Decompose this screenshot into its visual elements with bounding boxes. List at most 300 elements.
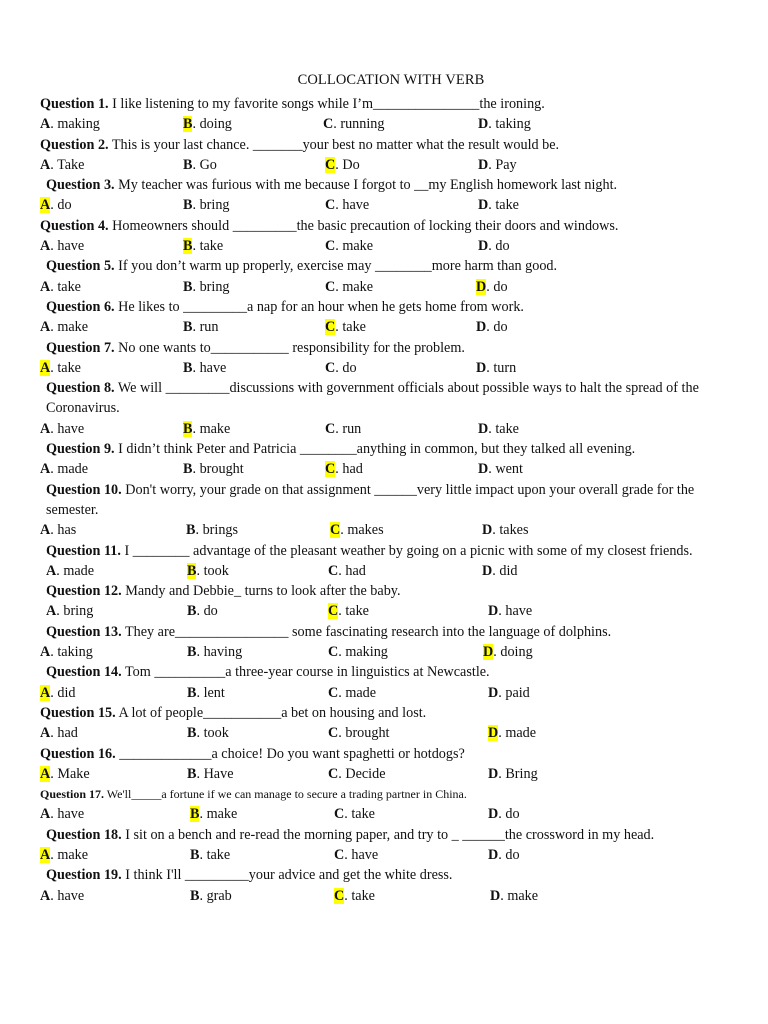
- option-letter: D: [488, 603, 499, 620]
- answer-options: [40, 683, 730, 703]
- option-text: . Have: [196, 765, 234, 782]
- option-text: . run: [192, 319, 219, 336]
- option-letter: B: [183, 197, 193, 214]
- question-label: Question 1.: [40, 96, 109, 112]
- option-text: . take: [344, 887, 375, 904]
- option-text: . do: [50, 197, 72, 214]
- option-letter: D: [482, 562, 493, 579]
- option-c[interactable]: [334, 845, 378, 865]
- question-label: Question 18.: [46, 826, 122, 843]
- option-text: . have: [192, 359, 227, 376]
- option-a[interactable]: [46, 561, 94, 581]
- correct-answer-letter: C: [325, 461, 336, 478]
- option-a[interactable]: [40, 317, 88, 337]
- question-text: Mandy and Debbie_ turns to look after the baby.: [121, 583, 401, 600]
- option-text: . take: [199, 846, 231, 863]
- option-text: . have: [50, 806, 85, 823]
- option-d[interactable]: [482, 520, 529, 540]
- question-list: [40, 94, 730, 906]
- question-text: We will _________discussions with government officials about possible ways to halt the spread of the Coronavirus.: [46, 380, 699, 417]
- option-c[interactable]: [325, 459, 363, 479]
- option-d[interactable]: [478, 236, 510, 256]
- question-text: A lot of people___________a bet on housing and lost.: [115, 704, 427, 721]
- option-text: . took: [196, 725, 229, 742]
- answer-options: [40, 601, 730, 621]
- option-b[interactable]: [183, 317, 218, 337]
- option-a[interactable]: [46, 601, 93, 621]
- option-letter: D: [490, 887, 501, 904]
- question-text: I like listening to my favorite songs while I’m_______________the ironing.: [108, 96, 545, 112]
- option-text: . make: [50, 319, 89, 336]
- option-text: . do: [498, 846, 520, 863]
- question-12: [40, 581, 730, 601]
- option-text: . did: [50, 684, 76, 701]
- option-text: . make: [500, 887, 539, 904]
- option-b[interactable]: [190, 886, 232, 906]
- option-text: . make: [50, 846, 89, 863]
- question-9: [40, 439, 730, 459]
- answer-options: [40, 155, 730, 175]
- option-letter: C: [328, 765, 339, 782]
- option-letter: B: [183, 359, 193, 376]
- correct-answer-letter: A: [40, 765, 51, 782]
- option-text: . have: [50, 238, 85, 255]
- option-a[interactable]: [40, 886, 84, 906]
- option-b[interactable]: [183, 277, 230, 297]
- option-b[interactable]: [190, 804, 237, 824]
- correct-answer-letter: C: [330, 522, 341, 539]
- option-c[interactable]: [323, 114, 384, 134]
- option-d[interactable]: [488, 764, 538, 784]
- option-text: . Make: [50, 765, 90, 782]
- question-2: [40, 135, 730, 155]
- option-letter: A: [46, 603, 57, 620]
- option-b[interactable]: [183, 459, 244, 479]
- option-d[interactable]: [488, 804, 520, 824]
- option-letter: B: [187, 725, 197, 742]
- question-19: [40, 865, 730, 885]
- question-text: Tom __________a three-year course in linguistics at Newcastle.: [121, 664, 490, 681]
- option-letter: C: [325, 197, 336, 214]
- option-text: . grab: [199, 887, 232, 904]
- question-14: [40, 662, 730, 682]
- question-6: [40, 297, 730, 317]
- option-text: . made: [498, 725, 537, 742]
- option-text: . doing: [493, 644, 533, 661]
- option-b[interactable]: [186, 520, 238, 540]
- option-letter: A: [40, 725, 51, 742]
- option-c[interactable]: [325, 236, 373, 256]
- option-text: . make: [335, 238, 374, 255]
- correct-answer-letter: B: [183, 238, 193, 255]
- option-text: . do: [196, 603, 218, 620]
- option-c[interactable]: [325, 358, 357, 378]
- answer-options: [40, 317, 730, 337]
- question-label: Question 7.: [46, 339, 115, 356]
- option-b[interactable]: [187, 601, 218, 621]
- option-d[interactable]: [478, 155, 517, 175]
- option-text: . had: [338, 562, 366, 579]
- option-text: . bring: [192, 278, 230, 295]
- question-text: Homeowners should _________the basic precaution of locking their doors and windows.: [108, 217, 619, 234]
- option-d[interactable]: [488, 723, 536, 743]
- option-text: . do: [488, 238, 510, 255]
- option-text: . made: [56, 562, 95, 579]
- question-label: Question 17.: [40, 787, 105, 802]
- option-d[interactable]: [488, 601, 532, 621]
- question-3: [40, 175, 730, 195]
- option-c[interactable]: [328, 723, 389, 743]
- option-letter: D: [478, 116, 489, 133]
- correct-answer-letter: A: [40, 846, 51, 863]
- option-text: . make: [192, 420, 231, 437]
- option-letter: C: [323, 116, 334, 133]
- option-c[interactable]: [328, 561, 366, 581]
- option-a[interactable]: [40, 236, 84, 256]
- question-text: My teacher was furious with me because I forgot to __my English homework last night.: [114, 177, 618, 194]
- correct-answer-letter: B: [183, 420, 193, 437]
- option-text: . Do: [335, 156, 360, 173]
- option-a[interactable]: [40, 804, 84, 824]
- option-d[interactable]: [476, 317, 508, 337]
- option-c[interactable]: [325, 155, 360, 175]
- question-label: Question 3.: [46, 177, 115, 194]
- option-letter: B: [190, 887, 200, 904]
- answer-options: [40, 886, 730, 906]
- correct-answer-letter: B: [183, 116, 193, 133]
- question-text: If you don’t warm up properly, exercise may ________more harm than good.: [114, 258, 558, 275]
- option-b[interactable]: [187, 723, 229, 743]
- correct-answer-letter: C: [328, 603, 339, 620]
- option-text: . have: [50, 887, 85, 904]
- option-text: . taking: [50, 644, 93, 661]
- option-a[interactable]: [40, 358, 81, 378]
- option-a[interactable]: [40, 642, 93, 662]
- question-text: I think I'll _________your advice and get the white dress.: [121, 867, 453, 884]
- option-letter: A: [40, 887, 51, 904]
- option-b[interactable]: [187, 683, 225, 703]
- option-letter: C: [328, 684, 339, 701]
- correct-answer-letter: C: [334, 887, 345, 904]
- option-a[interactable]: [40, 845, 88, 865]
- question-label: Question 6.: [46, 298, 115, 315]
- option-text: . have: [335, 197, 370, 214]
- option-letter: B: [187, 684, 197, 701]
- option-text: . making: [338, 644, 388, 661]
- option-a[interactable]: [40, 459, 88, 479]
- option-text: . has: [50, 522, 77, 539]
- correct-answer-letter: A: [40, 684, 51, 701]
- question-label: Question 2.: [40, 136, 109, 153]
- question-label: Question 5.: [46, 258, 115, 275]
- question-text: Don't worry, your grade on that assignment ______very little impact upon your overall grade for the semester.: [46, 481, 695, 518]
- option-letter: B: [187, 765, 197, 782]
- question-1: [40, 94, 730, 114]
- answer-options: [40, 277, 730, 297]
- question-label: Question 16.: [40, 745, 116, 762]
- answer-options: [40, 845, 730, 865]
- correct-answer-letter: C: [325, 156, 336, 173]
- option-d[interactable]: [490, 886, 538, 906]
- option-text: . made: [338, 684, 377, 701]
- answer-options: [40, 419, 730, 439]
- correct-answer-letter: D: [476, 278, 487, 295]
- answer-options: [40, 642, 730, 662]
- option-letter: D: [478, 156, 489, 173]
- option-c[interactable]: [334, 886, 375, 906]
- option-letter: D: [476, 359, 487, 376]
- option-letter: A: [40, 278, 51, 295]
- option-d[interactable]: [482, 561, 517, 581]
- question-label: Question 4.: [40, 217, 109, 234]
- question-8: [40, 378, 730, 419]
- question-text: They are________________ some fascinating research into the language of dolphins.: [121, 623, 612, 640]
- question-label: Question 11.: [46, 542, 121, 559]
- option-text: . takes: [492, 522, 529, 539]
- option-text: . make: [335, 278, 374, 295]
- option-letter: C: [328, 725, 339, 742]
- option-letter: A: [40, 806, 51, 823]
- option-letter: B: [186, 522, 196, 539]
- option-letter: B: [183, 461, 193, 478]
- option-letter: A: [40, 156, 51, 173]
- question-5: [40, 256, 730, 276]
- option-c[interactable]: [328, 683, 376, 703]
- option-c[interactable]: [325, 195, 369, 215]
- option-text: . did: [492, 562, 518, 579]
- option-text: . do: [486, 278, 508, 295]
- option-b[interactable]: [183, 419, 230, 439]
- option-letter: B: [183, 278, 193, 295]
- option-text: . went: [488, 461, 523, 478]
- option-text: . made: [50, 461, 89, 478]
- option-a[interactable]: [40, 683, 75, 703]
- option-text: . paid: [498, 684, 530, 701]
- option-text: . make: [199, 806, 238, 823]
- option-text: . brings: [195, 522, 239, 539]
- question-label: Question 15.: [40, 704, 116, 721]
- option-text: . Take: [50, 156, 85, 173]
- question-label: Question 9.: [46, 441, 115, 458]
- option-d[interactable]: [488, 845, 520, 865]
- document-page: [40, 66, 730, 906]
- option-c[interactable]: [325, 277, 373, 297]
- option-text: . had: [335, 461, 363, 478]
- correct-answer-letter: B: [190, 806, 200, 823]
- option-text: . do: [486, 319, 508, 336]
- option-text: . take: [488, 420, 519, 437]
- option-letter: D: [488, 846, 499, 863]
- option-text: . Pay: [488, 156, 517, 173]
- option-letter: A: [40, 238, 51, 255]
- correct-answer-letter: D: [488, 725, 499, 742]
- answer-options: [40, 459, 730, 479]
- option-d[interactable]: [476, 277, 508, 297]
- answer-options: [40, 195, 730, 215]
- page-title: COLLOCATION WITH VERB: [297, 72, 485, 88]
- option-text: . turn: [486, 359, 517, 376]
- option-d[interactable]: [478, 459, 523, 479]
- option-letter: B: [183, 156, 193, 173]
- option-letter: D: [478, 461, 489, 478]
- option-letter: C: [328, 562, 339, 579]
- question-4: [40, 216, 730, 236]
- option-c[interactable]: [328, 601, 369, 621]
- answer-options: [40, 236, 730, 256]
- option-b[interactable]: [187, 561, 229, 581]
- question-18: [40, 825, 730, 845]
- option-letter: A: [40, 116, 51, 133]
- question-13: [40, 622, 730, 642]
- option-text: . had: [50, 725, 78, 742]
- option-letter: B: [183, 319, 193, 336]
- question-text: I sit on a bench and re-read the morning paper, and try to _ ______the crossword in my head.: [121, 826, 655, 843]
- question-text: I didn’t think Peter and Patricia ________anything in common, but they talked all evening.: [114, 441, 636, 458]
- option-a[interactable]: [40, 520, 76, 540]
- option-d[interactable]: [488, 683, 530, 703]
- option-text: . brought: [192, 461, 244, 478]
- option-text: . run: [335, 420, 362, 437]
- option-letter: C: [334, 846, 345, 863]
- option-a[interactable]: [40, 419, 84, 439]
- option-d[interactable]: [478, 195, 519, 215]
- question-17: [40, 784, 730, 804]
- option-text: . making: [50, 116, 100, 133]
- option-c[interactable]: [330, 520, 384, 540]
- option-text: . brought: [338, 725, 390, 742]
- correct-answer-letter: D: [483, 644, 494, 661]
- option-text: . take: [192, 238, 224, 255]
- option-text: . took: [196, 562, 229, 579]
- option-d[interactable]: [476, 358, 516, 378]
- answer-options: [40, 561, 730, 581]
- option-a[interactable]: [40, 277, 81, 297]
- option-a[interactable]: [40, 114, 100, 134]
- option-text: . Decide: [338, 765, 386, 782]
- option-a[interactable]: [40, 155, 84, 175]
- option-letter: D: [488, 806, 499, 823]
- option-c[interactable]: [325, 317, 366, 337]
- option-text: . Bring: [498, 765, 538, 782]
- option-b[interactable]: [187, 642, 242, 662]
- option-a[interactable]: [40, 723, 78, 743]
- option-letter: B: [187, 644, 197, 661]
- option-letter: D: [482, 522, 493, 539]
- option-letter: A: [40, 420, 51, 437]
- option-letter: D: [488, 765, 499, 782]
- question-text: No one wants to___________ responsibility for the problem.: [114, 339, 465, 356]
- option-letter: A: [40, 644, 51, 661]
- question-text: This is your last chance. _______your best no matter what the result would be.: [108, 136, 560, 153]
- option-b[interactable]: [187, 764, 234, 784]
- option-text: . have: [344, 846, 379, 863]
- option-d[interactable]: [478, 419, 519, 439]
- option-text: . do: [498, 806, 520, 823]
- option-text: . makes: [340, 522, 384, 539]
- correct-answer-letter: A: [40, 197, 51, 214]
- option-text: . have: [498, 603, 533, 620]
- question-text: We'll_____a fortune if we can manage to secure a trading partner in China.: [104, 787, 467, 802]
- option-letter: C: [325, 278, 336, 295]
- option-b[interactable]: [183, 114, 232, 134]
- option-text: . take: [335, 319, 366, 336]
- option-letter: C: [325, 238, 336, 255]
- option-text: . take: [338, 603, 369, 620]
- question-label: Question 8.: [46, 380, 115, 397]
- option-d[interactable]: [483, 642, 533, 662]
- option-c[interactable]: [325, 419, 361, 439]
- option-text: . take: [50, 359, 81, 376]
- option-c[interactable]: [334, 804, 375, 824]
- option-letter: A: [40, 522, 51, 539]
- option-text: . bring: [56, 603, 94, 620]
- option-text: . have: [50, 420, 85, 437]
- option-letter: B: [190, 846, 200, 863]
- answer-options: [40, 764, 730, 784]
- option-letter: D: [478, 420, 489, 437]
- option-letter: C: [328, 644, 339, 661]
- option-c[interactable]: [328, 642, 388, 662]
- option-letter: D: [478, 197, 489, 214]
- option-text: . lent: [196, 684, 225, 701]
- option-text: . taking: [488, 116, 531, 133]
- question-text: I ________ advantage of the pleasant weather by going on a picnic with some of my closest friends.: [120, 542, 693, 559]
- option-letter: C: [334, 806, 345, 823]
- answer-options: [40, 114, 730, 134]
- option-b[interactable]: [183, 236, 223, 256]
- correct-answer-letter: C: [325, 319, 336, 336]
- option-b[interactable]: [190, 845, 230, 865]
- question-16: [40, 744, 730, 764]
- correct-answer-letter: A: [40, 359, 51, 376]
- question-label: Question 12.: [46, 583, 122, 600]
- option-a[interactable]: [40, 195, 72, 215]
- answer-options: [40, 520, 730, 540]
- option-b[interactable]: [183, 358, 226, 378]
- answer-options: [40, 358, 730, 378]
- answer-options: [40, 804, 730, 824]
- option-b[interactable]: [183, 155, 217, 175]
- option-text: . Go: [192, 156, 217, 173]
- option-d[interactable]: [478, 114, 531, 134]
- option-letter: C: [325, 420, 336, 437]
- option-c[interactable]: [328, 764, 386, 784]
- option-letter: A: [46, 562, 57, 579]
- option-text: . having: [196, 644, 243, 661]
- option-text: . do: [335, 359, 357, 376]
- option-text: . take: [488, 197, 519, 214]
- option-text: . running: [333, 116, 385, 133]
- option-text: . take: [50, 278, 81, 295]
- answer-options: [40, 723, 730, 743]
- option-letter: A: [40, 319, 51, 336]
- question-11: [40, 541, 730, 561]
- option-letter: D: [476, 319, 487, 336]
- option-letter: D: [488, 684, 499, 701]
- question-7: [40, 338, 730, 358]
- question-label: Question 13.: [46, 623, 122, 640]
- option-b[interactable]: [183, 195, 230, 215]
- question-15: [40, 703, 730, 723]
- question-text: He likes to _________a nap for an hour when he gets home from work.: [114, 298, 524, 315]
- option-text: . doing: [192, 116, 232, 133]
- option-letter: C: [325, 359, 336, 376]
- option-a[interactable]: [40, 764, 90, 784]
- option-letter: D: [478, 238, 489, 255]
- question-10: [40, 480, 730, 521]
- question-label: Question 14.: [46, 664, 122, 681]
- option-letter: B: [187, 603, 197, 620]
